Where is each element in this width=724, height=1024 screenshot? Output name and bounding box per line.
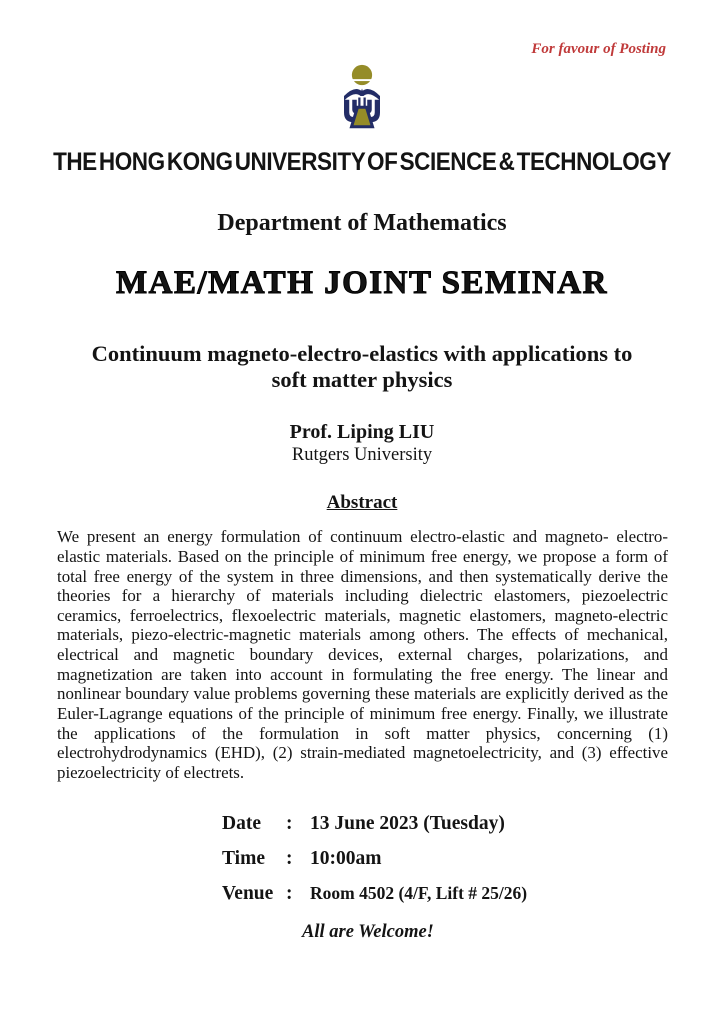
detail-label: Time — [222, 847, 265, 869]
posting-note: For favour of Posting — [531, 41, 666, 57]
detail-row-venue — [222, 883, 724, 905]
abstract-text: We present an energy formulation of continuum electro-elastic and magneto- electro-elastic materials. Based on the principle of minimum free energy, we propose a form of total free energy of the system in three dimensions, and then systematically derive the theories for a hierarchy of materials including dielectric elastomers, piezoelectric ceramics, ferroelectrics, flexoelectric materials, magnetic elastomers, magneto-electric materials, piezo-electric-magnetic materials among others. The effects of mechanical, electrical and magnetic boundary devices, external charges, polarizations, and magnetization are taken into account in formulating the free energy. The linear and nonlinear boundary value problems governing these materials are explicitly derived as the Euler-Lagrange equations of the principle of minimum free energy. Finally, we illustrate the applications of the formulation in soft matter physics, concerning (1) electrohydrodynamics (EHD), (2) strain-mediated magnetoelectricity, and (3) effective piezoelectricity of electrets. — [57, 527, 668, 783]
detail-separator: : — [286, 812, 293, 834]
talk-title-line-2: soft matter physics — [271, 367, 453, 393]
detail-value: Room 4502 (4/F, Lift # 25/26) — [310, 882, 528, 903]
logo-container — [0, 63, 724, 135]
detail-value: 10:00am — [310, 847, 382, 869]
detail-separator: : — [286, 847, 293, 869]
hkust-logo-icon — [324, 63, 400, 135]
speaker-name: Prof. Liping LIU — [289, 421, 435, 444]
event-details — [222, 813, 724, 905]
seminar-type-heading: MAE/MATH JOINT SEMINAR — [116, 265, 608, 301]
speaker-affiliation: Rutgers University — [291, 445, 433, 466]
detail-row-date — [222, 813, 724, 835]
detail-label: Date — [222, 812, 261, 834]
university-name: THE HONG KONG UNIVERSITY OF SCIENCE & TECHNOLOGY — [53, 148, 671, 176]
abstract-heading: Abstract — [326, 492, 398, 514]
department-name: Department of Mathematics — [217, 210, 507, 236]
closing-note: All are Welcome! — [302, 921, 434, 942]
talk-title-line-1: Continuum magneto-electro-elastics with applications to — [91, 341, 633, 366]
detail-value: 13 June 2023 (Tuesday) — [310, 812, 505, 834]
detail-separator: : — [286, 882, 293, 904]
detail-label: Venue — [222, 882, 274, 904]
detail-row-time — [222, 848, 724, 870]
talk-title — [0, 341, 724, 393]
